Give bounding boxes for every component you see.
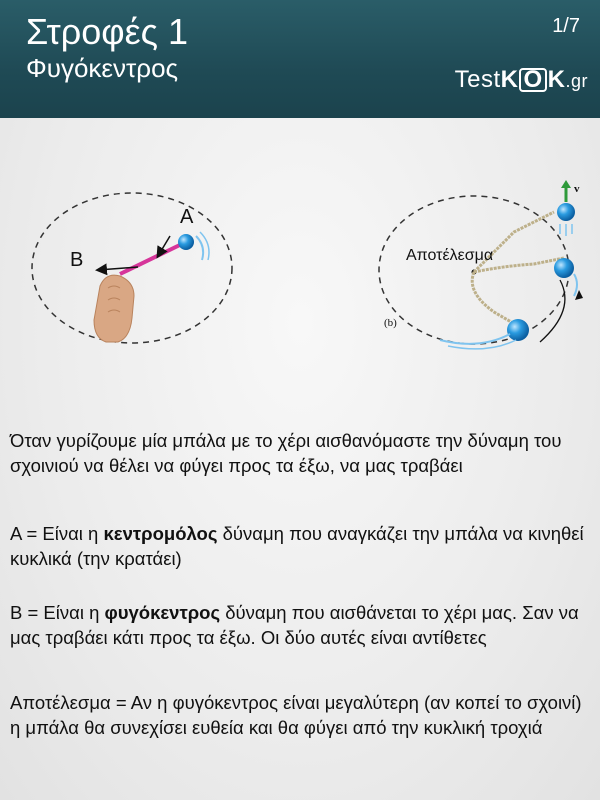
logo-prefix: Test: [454, 66, 501, 93]
term-centrifugal: φυγόκεντρος: [104, 602, 221, 623]
left-rope: [120, 242, 186, 274]
page-counter: 1/7: [552, 15, 580, 37]
right-rope-1: [472, 272, 518, 326]
logo-brand-tail: K: [547, 66, 566, 93]
right-motion-lines-icon: [440, 334, 510, 344]
right-ball-top: [557, 203, 575, 221]
testkok-logo[interactable]: [455, 66, 588, 95]
right-ball-middle: [554, 258, 574, 278]
paragraph-centripetal-post: δύναμη που αναγκάζει την μπάλα να κινηθεί κυκλικά (την κρατάει): [10, 523, 584, 569]
right-figure: [379, 180, 583, 349]
right-ball-bottom: [507, 319, 529, 341]
left-figure: [32, 193, 232, 343]
paragraph-centrifugal-pre: Β = Είναι η: [10, 602, 105, 623]
velocity-arrowhead-icon: [561, 180, 571, 188]
term-centripetal: κεντρομόλος: [103, 523, 218, 544]
page-subtitle: Φυγόκεντρος: [26, 53, 179, 83]
page-title: Στροφές 1: [26, 11, 189, 52]
paragraph-intro: Όταν γυρίζουμε μία μπάλα με το χέρι αισθανόμαστε την δύναμη του σχοινιού να θέλει να φύγει προς τα έξω, να μας τραβάει: [10, 430, 562, 476]
paragraph-centrifugal: [10, 600, 590, 650]
logo-brand-main: K: [500, 66, 519, 93]
illustration-svg: [0, 170, 600, 380]
label-panel-b: (b): [384, 317, 397, 329]
paragraph-centrifugal-post: δύναμη που αισθάνεται το χέρι μας. Σαν να μας τραβάει κάτι προς τα έξω. Οι δύο αυτές είναι αντίθετες: [10, 602, 579, 648]
physics-illustration: [0, 170, 600, 380]
label-b: B: [70, 249, 84, 271]
velocity-label: v: [574, 183, 580, 195]
right-motion-lines-icon: [574, 274, 577, 296]
paragraph-centripetal: [10, 521, 590, 571]
left-ball: [178, 234, 194, 250]
label-result: Αποτέλεσμα: [406, 247, 494, 264]
left-motion-lines-icon: [196, 236, 203, 260]
right-motion-lines-icon: [560, 224, 572, 236]
paragraph-result: Αποτέλεσμα = Αν η φυγόκεντρος είναι μεγαλύτερη (αν κοπεί το σχοινί) η μπάλα θα συνεχίσει ευθεία και θα φύγει από την κυκλική τροχιά: [10, 692, 582, 738]
label-a: A: [180, 206, 194, 228]
header-bar: [0, 0, 600, 118]
hand-icon: [94, 275, 134, 342]
logo-brand-box: O: [519, 68, 546, 92]
paragraph-centripetal-pre: Α = Είναι η: [10, 523, 104, 544]
logo-suffix: .gr: [565, 71, 588, 91]
